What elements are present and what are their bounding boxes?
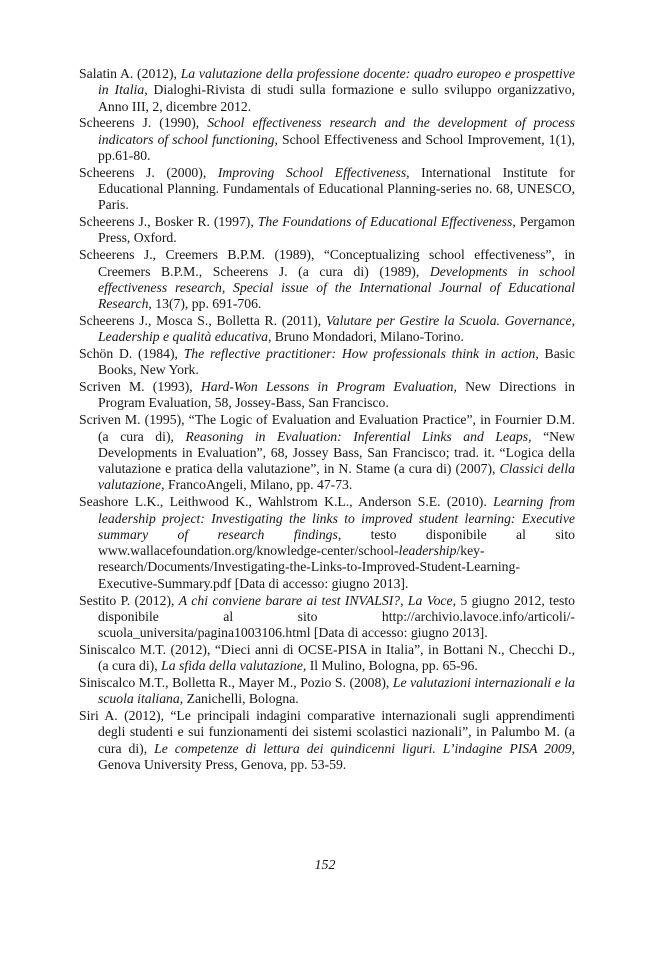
reference-text: Scheerens J. (1990), — [79, 115, 208, 131]
reference-text: Scheerens J., Bosker R. (1997), — [79, 214, 258, 230]
reference-text: , International Institute for Educational Planning. Fundamentals of Educational Planning-series no. 68, UNESCO, Paris. — [98, 164, 575, 213]
reference-entry — [79, 115, 575, 164]
reference-title-italic: La valutazione della professione docente: quadro europeo e prospettive in Italia — [98, 66, 575, 98]
reference-text: “New Developments in Evaluation”, 68, Jossey Bass, San Francisco; trad. it. “Logica della valutazione e pratica della valutazione”, in N. Stame (a cura di) (2007), — [98, 428, 575, 477]
reference-text: Seashore L.K., Leithwood K., Wahlstrom K.L., Anderson S.E. (2010). — [79, 494, 494, 510]
reference-text: Siniscalco M.T., Bolletta R., Mayer M., Pozio S. (2008), — [79, 674, 393, 690]
reference-title-italic: Reasoning in Evaluation: Inferential Links and Leaps, — [185, 428, 532, 444]
reference-text: Scriven M. (1993), — [79, 379, 201, 395]
reference-text: Scheerens J. (2000), — [79, 164, 218, 180]
reference-title-italic: Le competenze di lettura dei quindicenni liguri. L’indagine PISA 2009 — [154, 740, 572, 756]
reference-title-italic: The reflective practitioner: How professionals think in action — [183, 346, 536, 362]
reference-text: 5 giugno 2012, testo disponibile al sito http://archivio.lavoce.info/articoli/-scuola_universita/pagina1003106.html [Data di accesso: giugno 2013]. — [98, 592, 575, 641]
bibliography-list — [79, 66, 575, 774]
reference-text: , — [400, 592, 408, 608]
reference-entry — [79, 593, 575, 642]
reference-title-italic: Classici della valutazione, — [98, 461, 575, 493]
reference-text: Siniscalco M.T. (2012), “Dieci anni di OCSE-PISA in Italia”, in Bottani N., Checchi D., (a cura di), — [79, 641, 575, 674]
reference-text: FrancoAngeli, Milano, pp. 47-73. — [164, 477, 353, 493]
reference-title-italic: The Foundations of Educational Effectiveness — [257, 214, 513, 230]
reference-text: , Basic Books, New York. — [98, 346, 575, 378]
reference-entry — [79, 494, 575, 592]
reference-text: , School Effectiveness and School Improvement, 1(1), pp.61-80. — [98, 131, 575, 163]
reference-text: New Directions in Program Evaluation, 58, Jossey-Bass, San Francisco. — [98, 379, 575, 411]
reference-text: , Genova University Press, Genova, pp. 53-59. — [98, 740, 575, 772]
reference-text: , Dialoghi-Rivista di studi sulla formazione e sullo sviluppo organizzativo, Anno III, 2, dicembre 2012. — [98, 82, 575, 114]
reference-title-italic: leadership — [398, 543, 457, 559]
reference-text: Il Mulino, Bologna, pp. 65-96. — [306, 658, 478, 674]
reference-text: Salatin A. (2012), — [79, 66, 181, 81]
reference-entry — [79, 379, 575, 412]
reference-text: Scriven M. (1995), “The Logic of Evaluation and Evaluation Practice”, in Fournier D.M. (a cura di), — [79, 412, 575, 444]
reference-title-italic: Developments in school effectiveness research, Special issue of the International Journal of Educational Research — [98, 263, 575, 312]
reference-text: Siri A. (2012), “Le principali indagini comparative internazionali sugli apprendimenti degli studenti e sui funzionamenti dei sistemi scolastici nazionali”, in Palumbo M. (a cura di), — [79, 708, 575, 756]
reference-title-italic: Hard-Won Lessons in Program Evaluation, — [200, 379, 457, 395]
reference-entry — [79, 247, 575, 312]
reference-text: , 13(7), pp. 691-706. — [148, 296, 262, 312]
reference-text: , Pergamon Press, Oxford. — [98, 214, 575, 246]
reference-text: , Bruno Mondadori, Milano-Torino. — [267, 329, 464, 345]
reference-title-italic: Le valutazioni internazionali e la scuola italiana, — [98, 674, 575, 707]
reference-text: Scheerens J., Mosca S., Bolletta R. (2011), — [79, 312, 326, 328]
reference-text: /key-research/Documents/Investigating-the-Links-to-Improved-Student-Learning-Executive-Summary.pdf [Data di accesso: giugno 2013]. — [98, 543, 520, 591]
reference-text: , testo disponibile al sito www.wallacefoundation.org/knowledge-center/school- — [98, 526, 575, 559]
reference-title-italic: Valutare per Gestire la Scuola. Governance, Leadership e qualità educativa — [98, 312, 575, 345]
reference-entry — [79, 675, 575, 708]
reference-title-italic: Improving School Effectiveness — [217, 164, 407, 180]
reference-title-italic: School effectiveness research and the development of process indicators of school functioning — [98, 115, 575, 147]
reference-entry — [79, 165, 575, 214]
reference-title-italic: La sfida della valutazione, — [161, 658, 307, 674]
reference-title-italic: La Voce, — [407, 592, 457, 608]
reference-text: Scheerens J., Creemers B.P.M. (1989), “Conceptualizing school effectiveness”, in Creemers B.P.M., Scheerens J. (a cura di) (1989), — [79, 247, 575, 279]
reference-entry — [79, 412, 575, 493]
reference-entry — [79, 708, 575, 773]
reference-entry — [79, 214, 575, 247]
reference-entry — [79, 642, 575, 675]
reference-title-italic: Learning from leadership project: Investigating the links to improved student learning: Executive summary of research findings — [98, 494, 575, 542]
reference-text: Sestito P. (2012), — [79, 592, 179, 608]
reference-entry — [79, 313, 575, 346]
reference-entry — [79, 346, 575, 379]
page-number: 152 — [314, 858, 336, 873]
reference-text: Schön D. (1984), — [79, 346, 184, 362]
reference-entry — [79, 66, 575, 115]
reference-text: Zanichelli, Bologna. — [183, 691, 299, 707]
reference-title-italic: A chi conviene barare ai test INVALSI? — [178, 592, 401, 608]
